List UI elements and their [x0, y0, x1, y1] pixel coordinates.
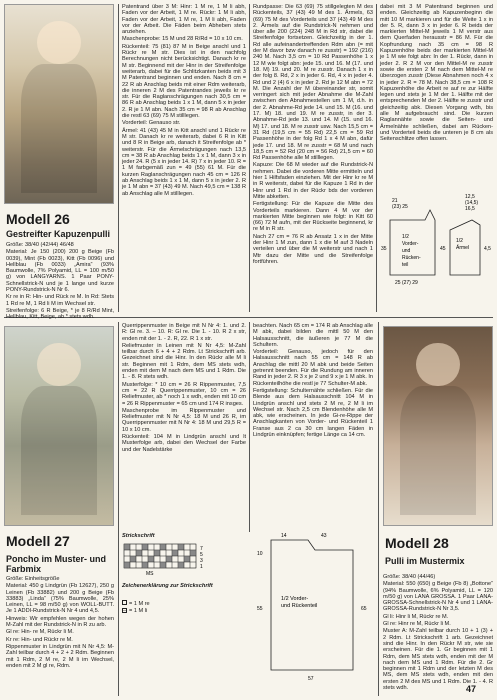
- title-model-26: Modell 26: [6, 211, 70, 227]
- title-model-27: Modell 27: [6, 533, 70, 549]
- legend-item: = 1 M re: [122, 600, 150, 608]
- svg-text:Vorder-: Vorder-: [402, 241, 419, 247]
- svg-text:und Rückenteil: und Rückenteil: [281, 603, 318, 609]
- chart-cell: [136, 550, 142, 556]
- page-number: 47: [466, 684, 477, 694]
- chart-cell: [136, 562, 142, 568]
- chart-cell: [160, 562, 166, 568]
- svg-text:55: 55: [257, 606, 263, 612]
- strickschrift-chart: [122, 542, 217, 578]
- chart-cell: [142, 556, 148, 562]
- photo-model-26: [4, 4, 114, 204]
- svg-text:16,5: 16,5: [465, 206, 475, 212]
- text-model-27-materials: Größe: Einheitsgröße Material: 450 g Lindgrün (Fb 12627), 250 g Leinen (Fb 33882) und 200 g Beige (Fb 33883) „Linda“ (75% Baumwolle, 25% Leinen, LL = 98 m/50 g) von WOLL-BUTT. Je 1 ADDI-Rundstrick-N Nr 4 und 4,5. Hinweis: Wir empfehlen wegen der hohen M-Zahl mit der Rundstrick-N in R zu arb. Gl re: Hin- re M, Rückr li M. Kr re: Hin- und Rückr re M. Rippenmuster in Lindgrün mit N Nr 4,5: M-Zahl teilbar durch 4 + 2 + 2 Rdm. Beginnen mit 1 Rdm, 2 M re, 2 M li im Wechsel, enden mit 2 M gl re, Rdm.: [6, 576, 114, 669]
- chart-cell: [190, 556, 196, 562]
- svg-text:35: 35: [381, 246, 387, 252]
- chart-cell: [166, 550, 172, 556]
- text-model-26-materials: Größe: 38/40 (42/44) 46/48 Material: Je 150 (200) 200 g Beige (Fb 0039), Mint (Fb 0023), Kitt (Fb 0096) und Hellblau (Fb 0033) „Amira“ (93% Baumwolle, 7% Polyamid, LL = 100 m/50 g) von LANGYARNS. 1 Paar PONY-Schnellstrick-N und je 1 lange und kurze PONY-Rundstrick-N Nr 6. Kr re in R: Hin- und Rück re M. In Rd: Stets 1 Rd re M, 1 Rd li M im Wechsel str. Streifenfolge: 6 R Beige, * je 8 R/Rd Mint, Hellblau, Kitt, Beige, ab * stets wdh.: [6, 242, 114, 321]
- title-model-28: Modell 28: [385, 535, 449, 551]
- column-divider: [249, 4, 250, 312]
- chart-cell: [172, 556, 178, 562]
- photo-model-27: [4, 326, 114, 526]
- svg-text:1/2: 1/2: [456, 238, 463, 244]
- column-divider: [118, 4, 119, 312]
- subtitle-model-26: Gestreifter Kapuzenpulli: [6, 229, 111, 239]
- chart-row-number: 7: [200, 546, 203, 552]
- legend-title: Zeichenerklärung zur Strickschrift: [122, 583, 213, 589]
- svg-text:12,5: 12,5: [465, 194, 475, 200]
- svg-text:57: 57: [308, 676, 314, 682]
- svg-text:21: 21: [392, 198, 398, 204]
- column-divider: [378, 322, 379, 696]
- subtitle-model-27: Poncho im Muster- und Farbmix: [6, 554, 106, 574]
- chart-cell: [142, 544, 148, 550]
- chart-cell: [190, 544, 196, 550]
- chart-cell: [148, 544, 154, 550]
- chart-cell: [136, 556, 142, 562]
- text-model-26-instructions-b: Rundpasse: Die 63 (69) 75 stillgelegten M des Rückenteils, 37 (43) 49 M des 1. Ärmels, 63 (69) 75 M des Vorderteils und 37 (43) 49 M des 2. Ärmels auf die Rundstrick-N nehmen und über alle 200 (224) 248 M in Rd str, dabei die Streifenfolge fortsetzen. Gleichzeitig in der 1. Rd alle aufeinandertreffenden Rdm abn (= mit der M davor bzw danach re zusstr) = 192 (216) 240 M. Nach 3,5 cm = 10 Rd Passenhöhe 1 x 12 M wie folgt abn: jede 15. und 16. M (17. und 18. M) 19. und 20. M re zusstr. Danach 1 x in der folg 8. Rd, 2 x in jeder 6. Rd, 4 x in jeder 4. Rd und 2 (4) 6 x in jeder 2. Rd je 12 M abn = 72 M. Die Anzahl der M übereinander str, somit verringert sich mit jeder Abnahme die M-Zahl zwischen den Abnahmestellen um 1 M, d.h. in der 2. Abnahme-Rd jede 14. und 15. M (16. und 17. M) 18. und 19. M re zusstr, in der 3. Abnahme-Rd jede 13. und 14. M (15. und 16. M) 17. und 18. M re zusstr usw. Nach 15,5 cm = 31 Rd (19,5 cm = 55 Rd) 22,5 cm = 59 Rd Passenhöhe in der folg Rd 1 x 4 M abn, dafür jede 17. und 18. M re zusstr = 68 M und nach 18,5 cm = 52 Rd (20 cm = 56 Rd) 21,5 cm = 60 Rd Passenhöhe alle M stilllegen. Kapuze: Die 68 M wieder auf die Rundstrick-N nehmen. Dabei die vorderen Mitte ermitteln und hier 1 Hilfsfaden einziehen. Mit der Hinr kr re M in R weiterstr, dabei für die Kapuze 1 Rd in der Hinr und 1 Rd in der Rückr bds der vorderen Mitte abketten. Fertigstellung: Für die Kapuze die Mitte des Vorderteils markieren. Dann 4 M vor der markierten Mitte beginnen wie folgt: in Kitt 60 (66) 72 M aufn, mit der Rückseite beginnend, kr re M in R str. Nach 27 cm = 76 R ab Ansatz 1 x in der Mitte der Hinr 1 M zun, dann 1 x die M auf 3 Nadeln verteilen und über die M weiterstr und nach 1 Mtr dazu der Mitte und die Streifenfolge fortführen.: [253, 4, 373, 265]
- svg-text:4,5: 4,5: [484, 246, 491, 252]
- chart-cell: [172, 550, 178, 556]
- chart-cell: [154, 550, 160, 556]
- column-divider: [376, 4, 377, 312]
- svg-text:1/2 Vorder-: 1/2 Vorder-: [281, 596, 309, 602]
- schematic-model-27: [253, 530, 375, 690]
- svg-text:und: und: [402, 248, 411, 254]
- chart-cell: [178, 544, 184, 550]
- chart-cell: [154, 562, 160, 568]
- chart-cell: [130, 556, 136, 562]
- chart-cell: [154, 544, 160, 550]
- text-model-28-instructions: Größe: 38/40 (44/46) Material: 550 (650) g Beige (Fb 8) „Bottone“ (94% Baumwolle, 6% Polyamid, LL = 120 m/50 g) von LANA GROSSA. 1 Paar LANA-GROSSA-Schnellstrick-N Nr 4 und 1 LANA-GROSSA-Rundstrick-N Nr 3,5. Gl li: Hinr li M, Rückr re M. Gl re: Hinr re M, Rückr li M. Muster A: M-Zahl teilbar durch 10 + 1 (3) + 2 Rdm. Lt Strickschrift 1 arb. Gezeichnet sind die Hinr. In den Rückr M str, wie sie erscheinen. Für die 1. Gr beginnen mit 1 Rdm, dem MS stets wdh, enden mit der M nach dem MS und 1 Rdm. Für die 2. Gr beginnen mit 1 Rdm und der letzten M des MS, dem MS stets wdh, enden mit den ersten 2 M des MS und 1 Rdm. Die 1. - 4. R stets wdh.: [383, 574, 493, 692]
- svg-text:teil: teil: [402, 262, 409, 268]
- chart-cell: [172, 544, 178, 550]
- schematic-26-label-body: 1/2: [402, 234, 409, 240]
- chart-row-number: 1: [200, 564, 203, 570]
- chart-cell: [178, 556, 184, 562]
- chart-cell: [166, 556, 172, 562]
- svg-text:14: 14: [281, 533, 287, 539]
- chart-cell: [172, 562, 178, 568]
- chart-cell: [124, 556, 130, 562]
- chart-cell: [148, 550, 154, 556]
- chart-cell: [148, 562, 154, 568]
- strickschrift-title: Strickschrift: [122, 533, 155, 539]
- chart-cell: [160, 550, 166, 556]
- chart-cell: [124, 544, 130, 550]
- subtitle-model-28: Pulli im Mustermix: [385, 556, 465, 566]
- chart-cell: [124, 562, 130, 568]
- svg-text:10: 10: [257, 551, 263, 557]
- chart-cell: [142, 550, 148, 556]
- svg-text:43: 43: [321, 533, 327, 539]
- svg-text:Ärmel: Ärmel: [456, 245, 470, 251]
- chart-cell: [142, 562, 148, 568]
- svg-text:25 (27) 29: 25 (27) 29: [395, 280, 418, 286]
- svg-text:Rücken-: Rücken-: [402, 255, 421, 261]
- chart-cell: [130, 544, 136, 550]
- chart-row-number: 3: [200, 558, 203, 564]
- legend-item: – = 1 M li: [123, 608, 148, 614]
- chart-cell: [184, 562, 190, 568]
- chart-cell: [160, 544, 166, 550]
- chart-cell: [178, 562, 184, 568]
- chart-cell: [130, 562, 136, 568]
- photo-model-28: [383, 326, 493, 526]
- text-model-27-instructions-b: beachten. Nach 65 cm = 174 R ab Anschlag alle M abk, dabei bilden die mittl 50 M den Halsausschnitt, die äußeren je 77 M die Schultern. Vorderteil: Genauso, jedoch für den Halsausschnitt nach 55 cm = 148 R ab Anschlag die mittl 20 M abk und beide Seiten getrennt beenden. Für die Rundung am inneren Rand in jeder 2. R 3 x je 2 und 9 x je 1 M abk. In Rückenteilhöhe die restl je 77 Schulter-M abk. Fertigstellung: Schulternähte schließen. Für die Blende aus dem Halsausschnitt 104 M in Lindgrün anschl und stets 2 M re, 2 M li im Wechsel str. Nach 2,5 cm Blendenhöhe alle M abk, wie erscheinen. In jede Gi-re-Rippe der Anschlagkanten von Vorder- und Rückenteil 1 Franse aus 2 ca 30 cm langen Fäden in Lindgrün einknüpfen; fertige Länge ca 14 cm.: [253, 323, 373, 439]
- chart-cell: [124, 550, 130, 556]
- chart-cell: [154, 556, 160, 562]
- svg-text:(14,5): (14,5): [465, 200, 479, 206]
- chart-cell: [136, 544, 142, 550]
- text-model-26-instructions-c: dabei mit 3 M Patentrand beginnen und enden. Gleichzeitig ab Kapuzenbeginn die mitt 10 M markieren und für die Weite 1 x in der 5. R, dann 3 x in jeder 6. R beids der markierten Mittel-M jeweils 1 M verstr aus dem Querfaden herausstr = 86 M. Für die Kopfrundung nach 35 cm = 98 R Kapuzenhöhe beids der markierten Mittel-M je 1 M wie folgt abn: In der 1. Rückr, dann in jeder 2. R 2 M vor den Mittel-M re zusstr sowie die ersten 2 M nach dem Mittel-M re überzogen zusstr (Diese Abnahmen noch 4 x in jeder 2. R = 78 M. Nach 38,5 cm = 108 R Kapuzenhöhe die Arbeit re auf re zur Hälfte legen und stets je 1 M der 1. Hälfte mit der entsprechenden M der 2. Hälfte re zusstr und gleichzeitig abk. Diesen Vorgang wdh, bis alle M aufgebraucht sind. Die kurzen Raglannähte sowie die Seiten- und Ärmelnähte schließen, dabei am Rücken- und Vorderteil beids die unteren je 8 cm als Seitenschlitze offen lassen.: [380, 4, 493, 143]
- chart-ms-label: MS: [146, 571, 154, 577]
- chart-cell: [148, 556, 154, 562]
- chart-cell: [184, 556, 190, 562]
- chart-cell: [130, 550, 136, 556]
- chart-cell: [190, 550, 196, 556]
- chart-cell: [178, 550, 184, 556]
- svg-text:65: 65: [361, 606, 367, 612]
- chart-cell: [160, 556, 166, 562]
- column-divider: [118, 322, 119, 696]
- legend: [122, 600, 150, 615]
- chart-row-number: 5: [200, 552, 203, 558]
- chart-cell: [190, 562, 196, 568]
- svg-text:45: 45: [440, 246, 446, 252]
- chart-cell: [184, 544, 190, 550]
- column-divider: [249, 322, 250, 532]
- chart-cell: [184, 550, 190, 556]
- text-model-27-instructions-a: Querrippenmuster in Beige mit N Nr 4: 1. und 2. R: Gl re. 3. – 10. R: Gl re. Die 1. - 10. R 2 x str, enden mit der 1. - 2. R, 22. R 1 x str. Reliefmuster in Leinen mit N Nr 4,5: M-Zahl teilbar durch 6 + 4 + 2 Rdm. Lt Strickschrift arb. Gezeichnet sind die Hinr. In den Rückr alle M li str. Beginnen mit 1 Rdm, dem MS stets wdh, enden mit dem M nach dem MS und 1 Rdm. Die 1. - 8. R stets wdh. Musterfolge: * 10 cm = 26 R Rippenmuster, 7,5 cm = 22 R Querrippenmuster, 10 cm = 26 Reliefmuster, ab * noch 1 x wdh, enden mit 10 cm = 26 R Rippenmuster = 65 cm und 174 R insges. Maschenprobe im Rippenmuster und Reliefmuster mit N Nr 4,5: 18 M und 26 R, im Querrippenmuster mit N Nr 4: 18 M und 29,5 R = 10 x 10 cm. Rückenteil: 104 M in Lindgrün anschl und lt Musterfolge arb, dabei den Wechsel der Farbe und der Nadelstärke: [122, 323, 246, 453]
- svg-text:(23) 25: (23) 25: [392, 204, 408, 210]
- chart-cell: [166, 544, 172, 550]
- schematic-model-26: [380, 180, 493, 310]
- text-model-26-instructions-a: Patentrand über 3 M: Hinr: 1 M re, 1 M li abh, Faden vor der Arbeit, 1 M re. Rückr: 1 M li abh, Faden vor der Arbeit, 1 M re, 1 M li abh, Faden vor der Arbeit. Die Fäden beim Abheben stets anziehen. Maschenprobe: 15 M und 28 R/Rd = 10 x 10 cm. Rückenteil: 75 (81) 87 M in Beige anschl und 1 Rückr re M str. Dies ist in den nachfolg Berechnungen nicht berücksichtigt. Danach kr re M str. Beginnend mit der Hinr in der Streifenfolge weiterarb, dabei für die Schlitzkanten beids mit 3 M Patentrand beginnen und enden. Nach 8 cm = 22 R ab Anschlag beids mit einer Rdm weiterarb, die inneren 2 M des Patentrandes jeweils kr re str. Für die Raglanschrägungen nach 30,5 cm = 86 R ab Anschlag beids 1 x 1 M, dann 5 x in jeder 2. R je 1 M abn. Nach 35 cm = 98 R ab Anschlag die restl 63 (69) 75 M stilllegen. Vorderteil: Genauso str. Ärmel: 41 (43) 45 M in Kitt anschl und 1 Rückr re M str. Danach kr re weiterarb, dabei 6 R in Kitt und 8 R in Beige arb, danach it Streifenfolge ab * weiterstr. Für die Ärmelschrägungen nach 13,5 cm = 38 R ab Anschlag beids 1 x 1 M, dann 3 x in jeder 24. R (5 x in jeder 14. R) 7 x in jeder 10. R = 1 M farbgemäß zun = 49 (55) 61 M. Für die kurzen Raglanschrägungen nach 45 cm = 126 R ab Anschlag beids 1 x 1 M, dann 5 x in jeder 2. R je 1 M abn = 37 (43) 49 M. Nach 49,5 cm = 138 R ab Anschlag alle M stilllegen.: [122, 4, 246, 197]
- chart-cell: [166, 562, 172, 568]
